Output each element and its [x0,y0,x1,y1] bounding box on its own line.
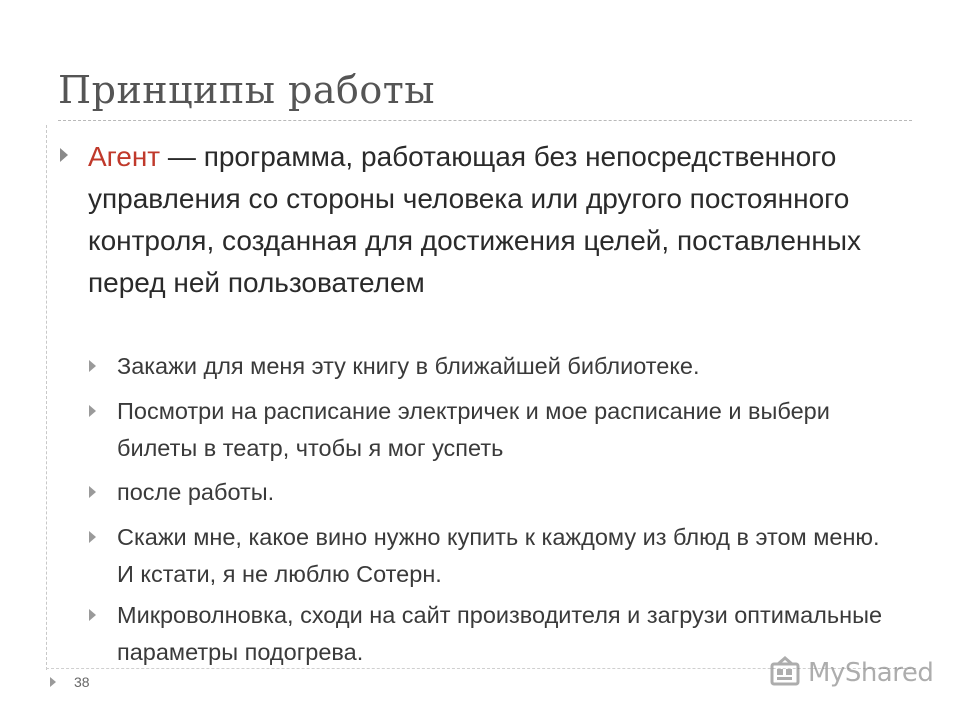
page-number: 38 [74,674,90,690]
bullet-arrow-icon [89,486,96,498]
left-divider [46,125,47,670]
example-item: Закажи для меня эту книгу в ближайшей библиотеке. [117,353,700,379]
bullet-arrow-icon [60,148,68,162]
watermark [768,656,933,690]
watermark-text: MyShared [808,658,934,688]
slide-title: Принципы работы [58,68,436,112]
bullet-arrow-icon [89,405,96,417]
agent-term: Агент [88,141,161,172]
example-item: после работы. [117,479,275,505]
footer-arrow-icon [50,677,56,687]
title-divider [58,120,912,121]
definition-item [88,136,918,304]
bullet-arrow-icon [89,531,96,543]
myshared-logo-icon [768,656,802,690]
example-item: Посмотри на расписание электричек и мое расписание и выбери билеты в театр, чтобы я мог успеть [117,398,830,461]
bullet-arrow-icon [89,360,96,372]
agent-definition: — программа, работающая без непосредственного управления со стороны человека или другого постоянного контроля, созданная для достижения целей, поставленных перед ней пользователем [88,141,861,298]
example-item: Микроволновка, сходи на сайт производителя и загрузи оптимальные параметры подогрева. [117,602,883,665]
bullet-arrow-icon [89,609,96,621]
example-item: Скажи мне, какое вино нужно купить к каждому из блюд в этом меню. И кстати, я не люблю Сотерн. [117,524,880,587]
